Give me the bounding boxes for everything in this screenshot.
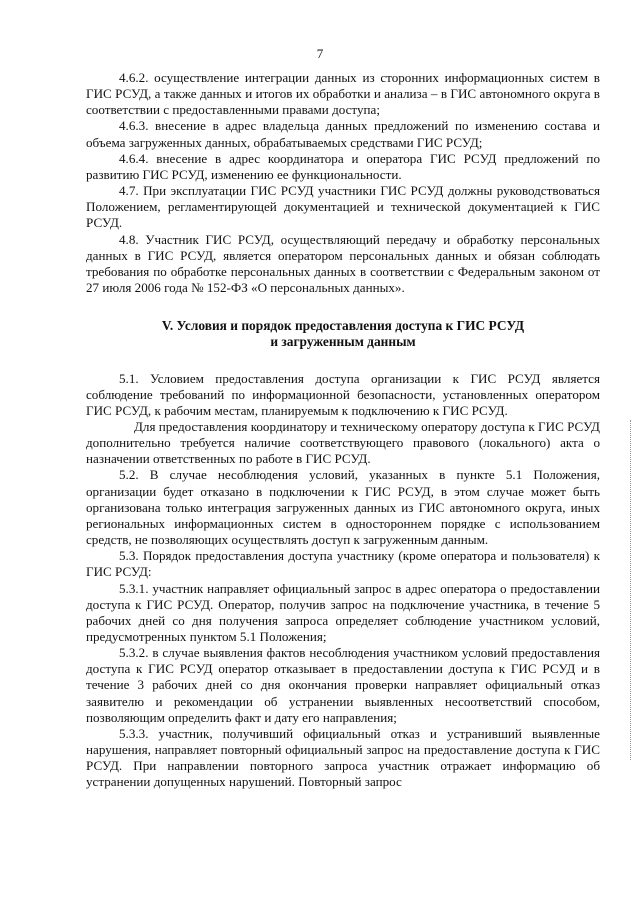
paragraph-4-8: 4.8. Участник ГИС РСУД, осуществляющий передачу и обработку персональных данных в ГИС РСУД, является оператором персональных данных и обязан соблюдать требования по обработке персональных данных в соответствии с Федеральным законом от 27 июля 2006 года № 152-ФЗ «О персональных данных». — [86, 231, 600, 296]
paragraph-4-7: 4.7. При эксплуатации ГИС РСУД участники ГИС РСУД должны руководствоваться Положением, регламентирующей документацией и технической документацией к ГИС РСУД. — [86, 183, 600, 231]
section-heading — [86, 318, 600, 350]
section-heading-line-1: V. Условия и порядок предоставления доступа к ГИС РСУД — [161, 318, 525, 334]
paragraph-5-3-3: 5.3.3. участник, получивший официальный отказ и устранивший выявленные нарушения, направляет повторный официальный запрос на предоставление доступа к ГИС РСУД. При направлении повторного запроса участник отражает информацию об устранении допущенных нарушений. Повторный запрос — [86, 725, 600, 790]
section-heading-line-2: и загруженным данным — [270, 334, 416, 350]
paragraph-5-1-note: Для предоставления координатору и техническому оператору доступа к ГИС РСУД дополнительно требуется наличие соответствующего правового (локального) акта о назначении ответственных по работе в ГИС РСУД. — [86, 418, 600, 467]
scan-edge-mark — [627, 420, 631, 760]
paragraph-5-3-2: 5.3.2. в случае выявления фактов несоблюдения участником условий предоставления доступа к ГИС РСУД оператор отказывает в предоставлении доступа к ГИС РСУД и в течение 3 рабочих дней со дня окончания проверки направляет официальный отказ заявителю и рекомендации об устранении выявленных несоответствий способом, позволяющим определить факт и дату его направления; — [86, 645, 600, 725]
paragraph-4-6-4: 4.6.4. внесение в адрес координатора и оператора ГИС РСУД предложений по развитию ГИС РСУД, изменению ее функциональности. — [86, 150, 600, 182]
page-number: 7 — [316, 46, 324, 61]
paragraph-5-3: 5.3. Порядок предоставления доступа участнику (кроме оператора и пользователя) к ГИС РСУД: — [86, 548, 600, 580]
paragraph-5-1: 5.1. Условием предоставления доступа организации к ГИС РСУД является соблюдение требований по информационной безопасности, установленных оператором ГИС РСУД, к рабочим местам, планируемым к подключению к ГИС РСУД. — [86, 370, 600, 418]
paragraph-5-3-1: 5.3.1. участник направляет официальный запрос в адрес оператора о предоставлении доступа к ГИС РСУД. Оператор, получив запрос на подключение участника, в течение 5 рабочих дней со дня получения запроса определяет соблюдение участником условий, предусмотренных пунктом 5.1 Положения; — [86, 580, 600, 644]
paragraph-4-6-3: 4.6.3. внесение в адрес владельца данных предложений по изменению состава и объема загруженных данных, обрабатываемых средствами ГИС РСУД; — [86, 118, 600, 150]
document-body — [86, 70, 600, 791]
paragraph-4-6-2: 4.6.2. осуществление интеграции данных из сторонних информационных систем в ГИС РСУД, а также данных и итогов их обработки и анализа – в ГИС автономного округа в соответствии с предоставленными правами доступа; — [86, 70, 600, 118]
paragraph-5-2: 5.2. В случае несоблюдения условий, указанных в пункте 5.1 Положения, организации будет отказано в подключении к ГИС РСУД, в этом случае может быть организована только интеграция загруженных данных из ГИС автономного округа, иных региональных информационных систем в одностороннем порядке с использованием средств, не позволяющих осуществлять доступ к загруженным данным. — [86, 467, 600, 548]
